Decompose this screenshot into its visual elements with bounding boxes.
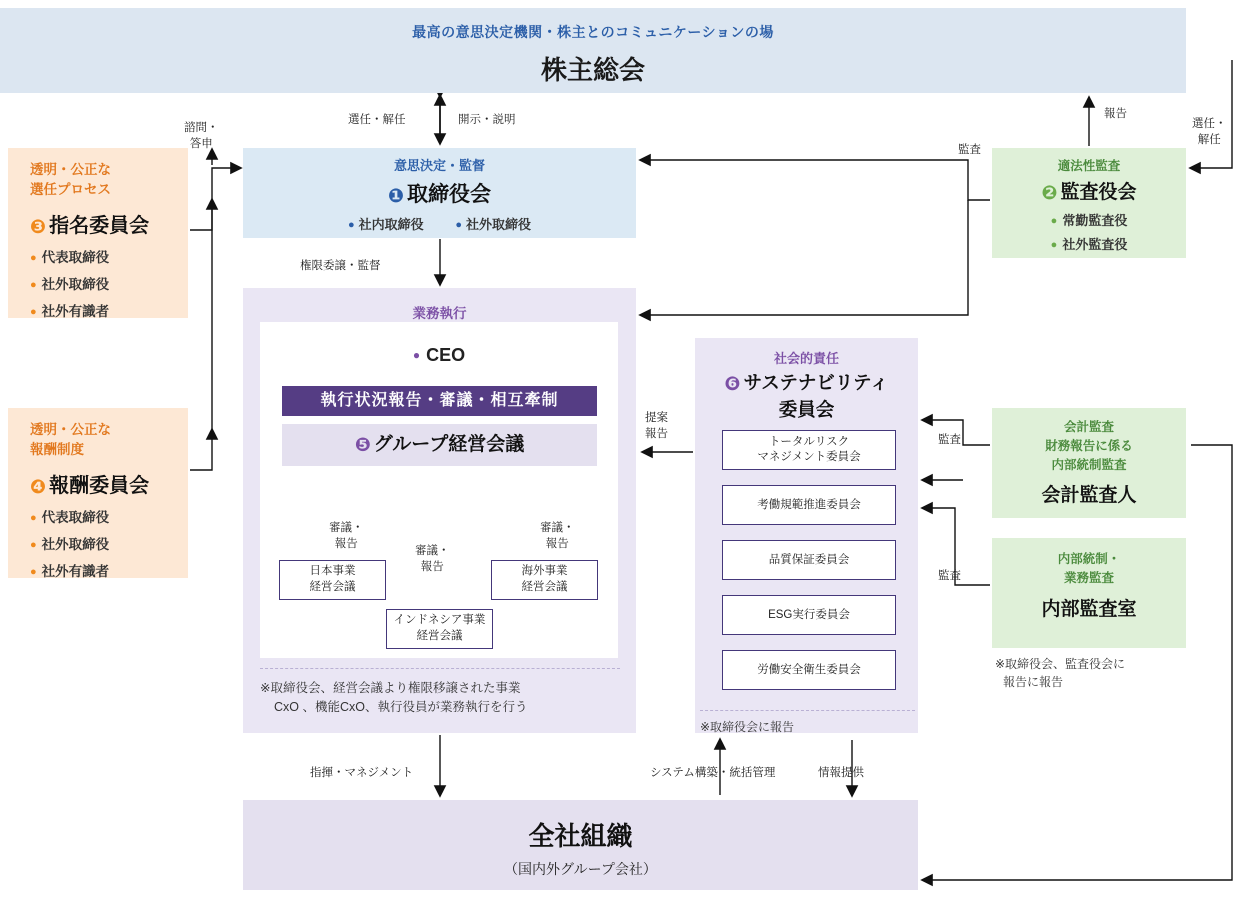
nomination-member-2: ● 社外取締役	[30, 266, 188, 293]
shareholders-title: 株主総会	[540, 55, 645, 85]
internal-audit-title: 内部監査室	[1041, 598, 1137, 620]
total-risk-management-committee-box: トータルリスク マネジメント委員会	[722, 430, 896, 470]
internal-audit-note: ※取締役会、監査役会に 報告に報告	[995, 657, 1126, 689]
label-appoint-dismiss: 選任・解任	[348, 114, 406, 126]
compensation-member-2: ● 社外取締役	[30, 526, 188, 553]
audit-board-title-text: 監査役会	[1060, 182, 1137, 203]
execution-header: 業務執行	[412, 306, 467, 321]
nomination-subtitle: 透明・公正な 選任プロセス	[30, 162, 111, 198]
label-audit-low: 監査	[938, 570, 961, 582]
compensation-number: ❹	[30, 476, 47, 498]
label-propose-report: 提案 報告	[645, 412, 668, 441]
nomination-title-text: 指名委員会	[49, 214, 150, 237]
board-member-2: ● 社外取締役	[455, 217, 531, 232]
nomination-number: ❸	[30, 216, 47, 238]
label-deliberate-report-left: 審議・ 報告	[329, 522, 364, 551]
label-delegate-supervise: 権限委譲・監督	[300, 260, 381, 272]
execution-inner-panel	[260, 322, 618, 658]
label-appoint-dismiss-right: 選任・ 解任	[1192, 118, 1227, 147]
sustainability-subtitle: 社会的責任	[773, 351, 839, 366]
organization-title: 全社組織	[528, 821, 633, 851]
execution-report-bar: 執行状況報告・審議・相互牽制	[282, 386, 597, 416]
audit-board-number: ❷	[1041, 183, 1058, 204]
label-consult-reply: 諮問・ 答申	[184, 122, 219, 151]
accounting-auditor-subtitle: 会計監査 財務報告に係る 内部統制監査	[1045, 420, 1133, 472]
compensation-title-text: 報酬委員会	[49, 474, 150, 497]
label-report-top: 報告	[1104, 108, 1127, 120]
audit-board-member-1: ● 常勤監査役	[992, 205, 1186, 229]
shareholders-subtitle: 最高の意思決定機関・株主とのコミュニケーションの場	[412, 24, 774, 40]
label-audit-top: 監査	[958, 144, 981, 156]
internal-audit-subtitle: 内部統制・ 業務監査	[1057, 552, 1121, 585]
accounting-auditor-box	[992, 408, 1186, 518]
audit-board-member-2: ● 社外監査役	[992, 229, 1186, 253]
audit-board-title	[992, 174, 1186, 205]
compensation-committee-box	[8, 408, 188, 578]
nomination-member-3: ● 社外有識者	[30, 293, 188, 320]
japan-business-meeting-box: 日本事業 経営会議	[279, 560, 386, 600]
audit-supervisory-board-box	[992, 148, 1186, 258]
accounting-auditor-title: 会計監査人	[1041, 485, 1137, 507]
safety-health-committee-box: 労働安全衛生委員会	[722, 650, 896, 690]
overseas-business-meeting-box: 海外事業 経営会議	[491, 560, 598, 600]
board-number: ❶	[387, 186, 405, 207]
compensation-title	[30, 461, 188, 499]
label-audit-mid: 監査	[938, 434, 961, 446]
label-deliberate-report-mid: 審議・ 報告	[415, 545, 450, 574]
company-wide-organization-box	[243, 800, 918, 890]
internal-audit-box	[992, 538, 1186, 648]
audit-board-subtitle: 適法性監査	[1057, 159, 1121, 173]
compensation-member-3: ● 社外有識者	[30, 553, 188, 580]
sustainability-note: ※取締役会に報告	[700, 710, 915, 735]
group-meeting-number: ❺	[354, 435, 371, 456]
esg-committee-box: ESG実行委員会	[722, 595, 896, 635]
label-system-build: システム構築・統括管理	[650, 767, 776, 779]
board-of-directors-box	[243, 148, 636, 238]
compensation-subtitle: 透明・公正な 報酬制度	[30, 422, 111, 458]
sustainability-number: ❻	[724, 374, 741, 395]
label-info-provide: 情報提供	[818, 767, 864, 779]
nomination-committee-box	[8, 148, 188, 318]
sustainability-title: ❻ サステナビリティ 委員会	[724, 372, 889, 420]
nomination-title	[30, 201, 188, 239]
nomination-member-1: ● 代表取締役	[30, 239, 188, 266]
execution-note: ※取締役会、経営会議より権限移譲された事業 CxO 、機能CxO、執行役員が業務執行を行う	[260, 668, 620, 718]
label-command-management: 指揮・マネジメント	[310, 767, 414, 779]
quality-assurance-committee-box: 品質保証委員会	[722, 540, 896, 580]
group-management-meeting-box	[282, 424, 597, 466]
board-member-1: ● 社内取締役	[348, 217, 424, 232]
board-title	[243, 174, 636, 208]
code-of-conduct-committee-box: 考働規範推進委員会	[722, 485, 896, 525]
label-disclose-explain: 開示・説明	[458, 114, 516, 126]
board-title-text: 取締役会	[407, 183, 492, 206]
ceo-label: ● CEO	[260, 345, 618, 366]
group-meeting-title: グループ経営会議	[373, 434, 525, 455]
board-members	[243, 208, 636, 233]
shareholders-meeting-box	[0, 8, 1186, 93]
indonesia-business-meeting-box: インドネシア事業 経営会議	[386, 609, 493, 649]
compensation-member-1: ● 代表取締役	[30, 499, 188, 526]
label-deliberate-report-right: 審議・ 報告	[540, 522, 575, 551]
board-subtitle: 意思決定・監督	[393, 158, 485, 173]
organization-subtitle: （国内外グループ会社）	[504, 861, 657, 877]
